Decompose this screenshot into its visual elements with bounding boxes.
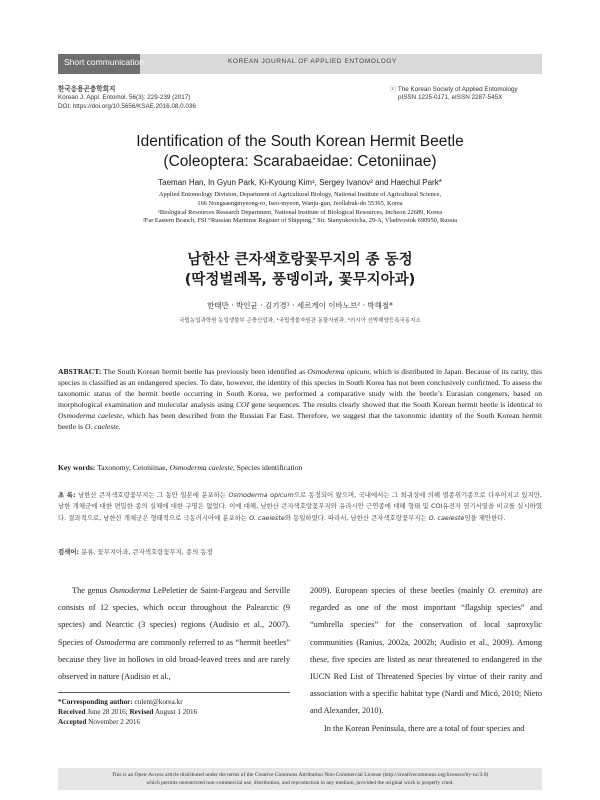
authors: Taeman Han, In Gyun Park, Ki-Kyoung Kim¹, Sergey Ivanov² and Haechul Park* xyxy=(158,178,442,187)
affiliation-line-4: ²Far Eastern Branch, FSI “Russian Maritime Register of Shipping,” Str. Stanyukovicha, 29-A, Vladivostok 690950, Russia xyxy=(142,217,458,225)
doi-link[interactable]: DOI: https://doi.org/10.5656/KSAE.2016.08.0.036 xyxy=(58,102,196,110)
title-line-2: (Coleoptera: Scarabaeidae: Cetoniinae) xyxy=(163,153,437,170)
korean-abstract xyxy=(58,490,542,524)
corresponding-author xyxy=(58,697,290,707)
affiliation-line-1: Applied Entomology Division, Department of Agricultural Biology, National Institute of Agricultural Science, xyxy=(158,191,442,198)
accepted-label: Accepted xyxy=(58,718,87,726)
genus-name: Osmoderma xyxy=(109,586,151,595)
paragraph xyxy=(310,582,542,720)
journal-meta-left xyxy=(58,86,196,111)
corresponding-label: *Corresponding author: xyxy=(58,698,133,706)
body-text: In the Korean Peninsula, there are a total of four species and xyxy=(324,723,525,733)
accepted xyxy=(58,717,290,727)
korean-abstract-text: 와 동일하였다. 따라서, 남한산 큰자색호랑꽃무지는 xyxy=(284,513,429,522)
license-line-2: which permits unrestricted non-commercial use, distribution, and reproduction in any medium, provided the original work is properly cited. xyxy=(146,780,454,786)
body-text: LePeletier de Saint-Fargeau and Serville consists of 12 species, which occur throughout the Palearctic (9 species) and Nearctic (3 species) regions (Audisio et al., 2007). Species of xyxy=(58,586,290,647)
korean-authors: 한태만 · 박인균 · 김기경¹ · 세르게이 이바노브² · 박해철* xyxy=(207,301,393,310)
journal-name: KOREAN JOURNAL OF APPLIED ENTOMOLOGY xyxy=(228,58,397,65)
accepted-date: November 2 2016 xyxy=(86,718,141,726)
footnote-rule xyxy=(58,692,290,693)
body-text: ) are regarded as one of the most important “flagship species” and “umbrella species” for the conservation of local saproxylic communities (Ranius, 2002a, 2002b; Audisio et al., 2009). Among these, five species are listed as near threatened to endangered in the IUCN Red List of Threatened Species by virtue of their rarity and association with a specific habitat type (Nardi and Micó, 2010; Nieto and Alexander, 2010). xyxy=(310,586,543,716)
abstract-text: gene sequences. The results clearly showed that the South Korean hermit beetle is identical to xyxy=(249,399,542,409)
korean-title-line-2: (딱정벌레목, 풍뎅이과, 꽃무지아과) xyxy=(184,272,416,288)
korean-keywords-text: 분류, 꽃무지아과, 큰자색호랑꽃무지, 종의 동정 xyxy=(79,548,213,556)
received-date: June 28 2016; xyxy=(85,708,130,716)
affiliations xyxy=(58,191,542,226)
paragraph xyxy=(310,720,542,737)
species-name: Osmoderma opicum xyxy=(307,367,370,376)
korean-abstract-text: 임을 제안한다. xyxy=(464,513,506,522)
revised-label: Revised xyxy=(129,708,154,716)
body-column-left xyxy=(58,582,290,685)
section-label: Short communication xyxy=(64,57,144,67)
species-name: Osmoderma opicum xyxy=(228,491,294,499)
species-name: O. eremita xyxy=(488,586,526,595)
citation: Korean J. Appl. Entomol. 56(3): 229-239 (2017) xyxy=(58,94,191,102)
korean-title-line-1: 남한산 큰자색호랑꽃무지의 종 동정 xyxy=(187,252,413,268)
affiliation-line-2: 166 Nongsaengmyeong-ro, Iseo-myeon, Wanju-gun, Jeollabuk-do 55365, Korea xyxy=(197,199,403,207)
abstract-label: ABSTRACT: xyxy=(58,367,102,376)
korean-keywords xyxy=(58,547,542,556)
species-name: Osmoderma caeleste xyxy=(58,410,123,420)
correspondence xyxy=(58,697,290,727)
license-line-1: This is an Open-Access article distributed under the terms of the Creative Commons Attribution Non-Commercial License (http://creativecommons.org/licenses/by-nc/3.0) xyxy=(111,772,489,778)
copyright: ⓒ The Korean Society of Applied Entomology xyxy=(390,86,518,93)
title-line-1: Identification of the South Korean Hermit Beetle xyxy=(136,133,464,150)
received-revised xyxy=(58,707,290,717)
korean-keywords-label: 검색어: xyxy=(58,548,80,556)
body-text: 2009). European species of these beetles (mainly xyxy=(310,586,488,595)
abstract-text: , which is distributed in Japan. Because of its rarity, this species is classified as an endangered species. To date, however, the identity of this species in South Korea has not been conclusively confirmed. To assess the taxonomic status of the hermit beetle occurring in South Korea, we performed a comparative study with the beetle’s Eurasian congeners, based on morphological examination and molecular analysis using xyxy=(58,367,542,409)
abstract-text: , which has been described from the Russian Far East. Therefore, we suggest that the taxonomic identity of the South Korean hermit beetle is xyxy=(58,410,542,431)
keywords-label: Key words: xyxy=(58,463,96,472)
korean-journal-name: 한국응용곤충학회지 xyxy=(58,86,116,93)
article-title xyxy=(58,132,542,172)
license-text xyxy=(62,771,538,787)
korean-abstract-label: 초 록: xyxy=(58,491,76,499)
revised-date: August 1 2016 xyxy=(153,708,198,716)
issn: pISSN 1225-0171, eISSN 2287-545X xyxy=(398,94,503,102)
korean-abstract-text: 으로 동정되어 왔으며, 국내에서는 그 희귀성에 의해 멸종위기종으로 다루어지고 있지만, 남한 개체군에 대한 면밀한 종의 실체에 대한 구명은 없었다. 이에 대해, 남한산 큰자색호랑꽃무지와 유라시안 근연종에 대해 형태 및 COI유전자 염기서열을 비교를 실시하였다. 결과적으로, 남한산 개체군은 형태적으로 극동러시아에 분포하는 xyxy=(58,491,542,522)
species-name: O. caeleste xyxy=(428,513,465,522)
keywords xyxy=(58,463,542,472)
abstract xyxy=(58,367,542,432)
abstract-text: The South Korean hermit beetle has previously been identified as xyxy=(101,367,308,376)
body-text: The genus xyxy=(72,586,110,595)
received-label: Received xyxy=(58,708,86,716)
korean-affiliations: 국립농업과학원 농업생물부 곤충산업과, ¹국립생물자원관 동물자원과, ²러시아 선박해양등록국동지소 xyxy=(179,318,421,324)
body-text: are commonly referred to as “hermit beetles” because they live in hollows in old broad-leaved trees and are rarely observed in nature (Audisio et al., xyxy=(58,637,290,682)
species-name: O. caeleste xyxy=(249,513,285,522)
body-column-right xyxy=(310,582,542,737)
species-name: O. caeleste xyxy=(85,421,119,431)
affiliation-line-3: ¹Biological Resources Research Department, National Institute of Biological Resources, Incheon 22689, Korea xyxy=(157,208,443,216)
korean-title xyxy=(58,250,542,290)
genus-name: Osmoderma xyxy=(95,637,136,647)
journal-meta-right xyxy=(390,86,542,103)
gene-name: COI xyxy=(235,399,250,409)
korean-abstract-text: 남한산 큰자색호랑꽃무지는 그 동안 일본에 분포하는 xyxy=(75,491,229,499)
abstract-text: . xyxy=(118,421,121,431)
species-name: Osmoderma caeleste xyxy=(169,463,233,472)
paragraph xyxy=(58,582,290,685)
keywords-text: , Species identification xyxy=(232,463,303,472)
author-email[interactable]: culent@korea.kr xyxy=(132,698,183,706)
keywords-text: Taxonomy, Cetoniinae, xyxy=(95,463,170,472)
